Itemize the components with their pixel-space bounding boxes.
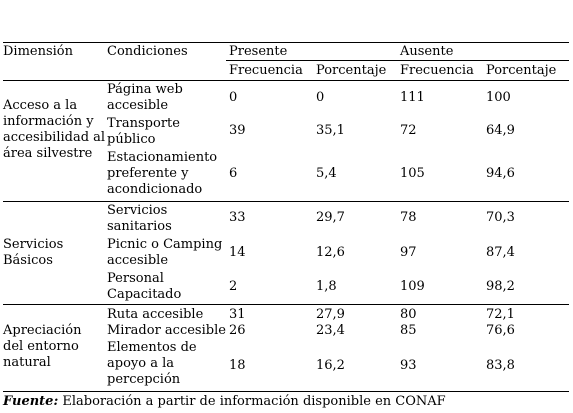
present-frequency-cell: 26	[229, 323, 246, 338]
absent-frequency-cell: 78	[400, 210, 417, 225]
present-percentage-cell: 29,7	[316, 210, 345, 225]
present-percentage-cell: 27,9	[316, 307, 345, 322]
dimension-cell: Acceso a la información y accesibilidad al área silvestre	[3, 98, 106, 161]
present-frequency-cell: 18	[229, 358, 246, 373]
absent-percentage-cell: 70,3	[486, 210, 515, 225]
header-percentage-absent: Porcentaje	[486, 63, 557, 78]
header-frequency-absent: Frecuencia	[400, 63, 474, 78]
header-bottom-rule	[3, 80, 569, 81]
present-frequency-cell: 2	[229, 279, 238, 294]
condition-cell: Ruta accesible	[107, 307, 204, 322]
condition-cell: Página web accesible	[107, 82, 183, 113]
present-percentage-cell: 5,4	[316, 166, 337, 181]
absent-percentage-cell: 83,8	[486, 358, 515, 373]
absent-frequency-cell: 80	[400, 307, 417, 322]
table-top-rule	[3, 42, 569, 43]
source-note-text: Elaboración a partir de información disponible en CONAF	[58, 394, 446, 409]
group-divider-rule	[3, 201, 569, 202]
condition-cell: Elementos de apoyo a la percepción	[107, 340, 197, 387]
absent-percentage-cell: 72,1	[486, 307, 515, 322]
group-divider-rule	[3, 304, 569, 305]
absent-percentage-cell: 87,4	[486, 245, 515, 260]
absent-frequency-cell: 93	[400, 358, 417, 373]
header-absent: Ausente	[400, 44, 454, 59]
present-frequency-cell: 39	[229, 123, 246, 138]
header-percentage-present: Porcentaje	[316, 63, 387, 78]
present-percentage-cell: 35,1	[316, 123, 345, 138]
condition-cell: Servicios sanitarios	[107, 203, 172, 234]
present-frequency-cell: 33	[229, 210, 246, 225]
subheader-rule	[226, 60, 569, 61]
absent-percentage-cell: 98,2	[486, 279, 515, 294]
absent-frequency-cell: 72	[400, 123, 417, 138]
dimension-cell: Apreciación del entorno natural	[3, 323, 82, 370]
absent-frequency-cell: 109	[400, 279, 425, 294]
absent-frequency-cell: 85	[400, 323, 417, 338]
absent-frequency-cell: 97	[400, 245, 417, 260]
absent-percentage-cell: 76,6	[486, 323, 515, 338]
absent-percentage-cell: 100	[486, 90, 511, 105]
present-percentage-cell: 23,4	[316, 323, 345, 338]
source-note-label: Fuente:	[3, 394, 59, 409]
header-present: Presente	[229, 44, 288, 59]
dimension-cell: Servicios Básicos	[3, 237, 64, 268]
condition-cell: Picnic o Camping accesible	[107, 237, 223, 268]
absent-percentage-cell: 64,9	[486, 123, 515, 138]
condition-cell: Estacionamiento preferente y acondicionado	[107, 150, 218, 197]
present-frequency-cell: 31	[229, 307, 246, 322]
present-percentage-cell: 16,2	[316, 358, 345, 373]
present-frequency-cell: 6	[229, 166, 238, 181]
table-bottom-rule	[3, 391, 569, 392]
present-frequency-cell: 14	[229, 245, 246, 260]
header-frequency-present: Frecuencia	[229, 63, 303, 78]
condition-cell: Mirador accesible	[107, 323, 226, 338]
condition-cell: Personal Capacitado	[107, 271, 182, 302]
present-percentage-cell: 1,8	[316, 279, 337, 294]
absent-frequency-cell: 105	[400, 166, 425, 181]
absent-frequency-cell: 111	[400, 90, 425, 105]
present-percentage-cell: 12,6	[316, 245, 345, 260]
condition-cell: Transporte público	[107, 116, 180, 147]
present-frequency-cell: 0	[229, 90, 238, 105]
present-percentage-cell: 0	[316, 90, 325, 105]
absent-percentage-cell: 94,6	[486, 166, 515, 181]
header-dimension: Dimensión	[3, 44, 74, 59]
header-conditions: Condiciones	[107, 44, 188, 59]
source-note	[3, 394, 446, 410]
